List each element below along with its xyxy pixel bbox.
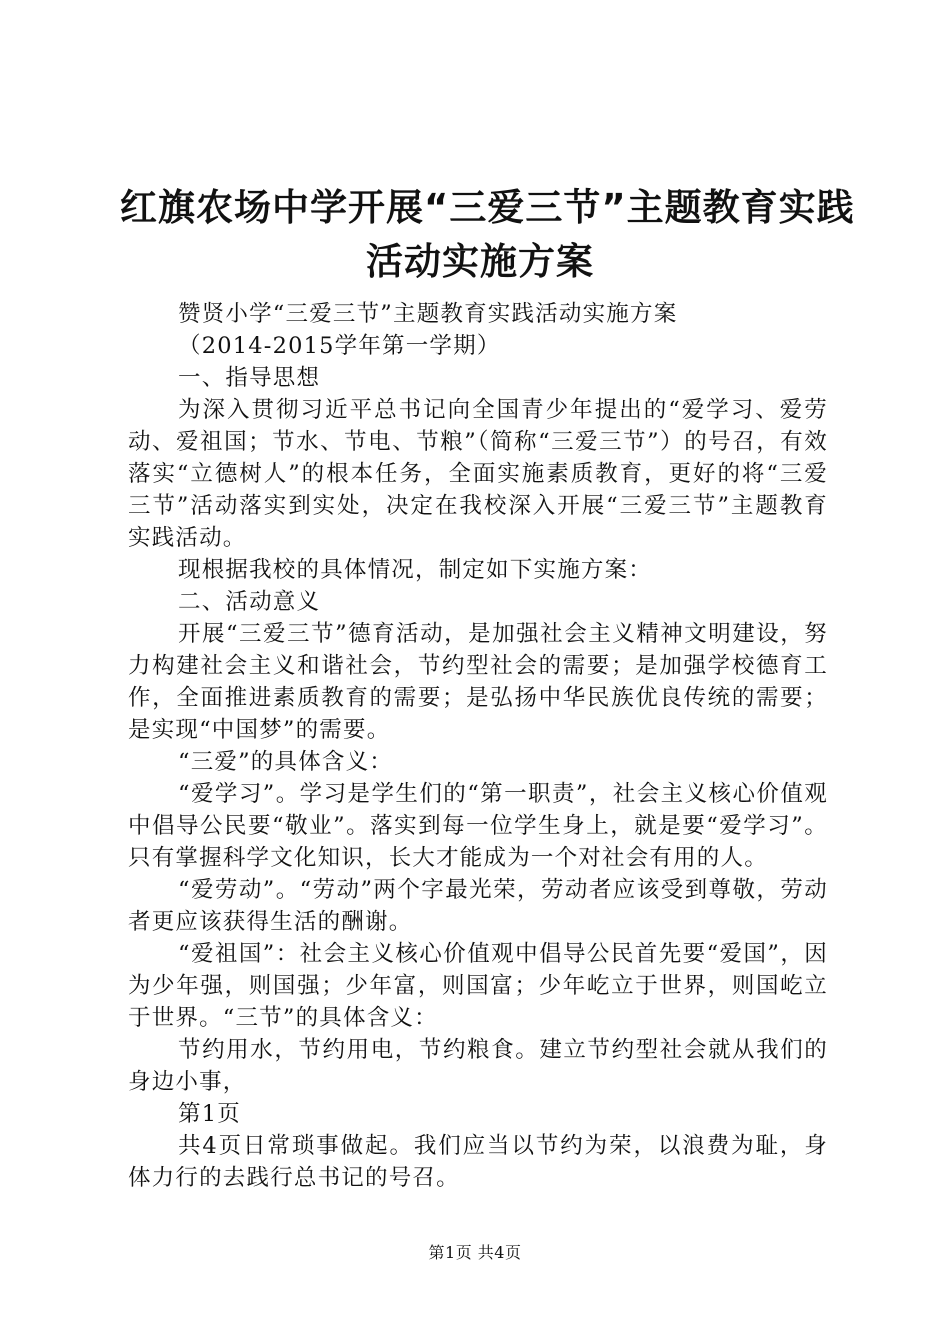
three-loves-heading: “三爱”的具体含义： — [178, 749, 394, 775]
love-country-paragraph: “爱祖国”：社会主义核心价值观中倡导公民首先要“爱国”，因为少年强，则国强；少年富，则国富；少年屹立于世界，则国屹立于世界。“三节”的具体含义： — [128, 941, 828, 1031]
significance-paragraph: 开展“三爱三节”德育活动，是加强社会主义精神文明建设，努力构建社会主义和谐社会，节约型社会的需要；是加强学校德育工作，全面推进素质教育的需要；是弘扬中华民族优良传统的需要；是实现“中国梦”的需要。 — [128, 621, 828, 743]
section-heading-guiding-thought: 一、指导思想 — [178, 365, 321, 391]
plan-intro-paragraph: 现根据我校的具体情况，制定如下实施方案： — [178, 557, 653, 583]
semester-paragraph: （2014-2015学年第一学期） — [178, 333, 501, 359]
section-heading-significance: 二、活动意义 — [178, 589, 321, 615]
closing-paragraph: 共4页日常琐事做起。我们应当以节约为荣，以浪费为耻，身体力行的去践行总书记的号召。 — [128, 1133, 828, 1191]
love-learning-paragraph: “爱学习”。学习是学生们的“第一职责”，社会主义核心价值观中倡导公民要“敬业”。落实到每一位学生身上，就是要“爱学习”。只有掌握科学文化知识，长大才能成为一个对社会有用的人。 — [128, 781, 828, 871]
three-savings-paragraph: 节约用水，节约用电，节约粮食。建立节约型社会就从我们的身边小事， — [128, 1037, 828, 1095]
inline-page-number: 第1页 — [178, 1101, 241, 1127]
subtitle-paragraph: 赞贤小学“三爱三节”主题教育实践活动实施方案 — [178, 301, 678, 327]
document-title-line-1: 红旗农场中学开展“三爱三节”主题教育实践 — [120, 186, 855, 229]
document-title-line-2: 活动实施方案 — [366, 240, 594, 283]
page-footer: 第1页 共4页 — [428, 1243, 522, 1262]
document-body — [128, 298, 828, 1194]
love-labor-paragraph: “爱劳动”。“劳动”两个字最光荣，劳动者应该受到尊敬，劳动者更应该获得生活的酬谢。 — [128, 877, 828, 935]
guiding-thought-paragraph: 为深入贯彻习近平总书记向全国青少年提出的“爱学习、爱劳动、爱祖国；节水、节电、节粮”（简称“三爱三节”）的号召，有效落实“立德树人”的根本任务，全面实施素质教育，更好的将“三爱三节”活动落实到实处，决定在我校深入开展“三爱三节”主题教育实践活动。 — [128, 397, 828, 551]
